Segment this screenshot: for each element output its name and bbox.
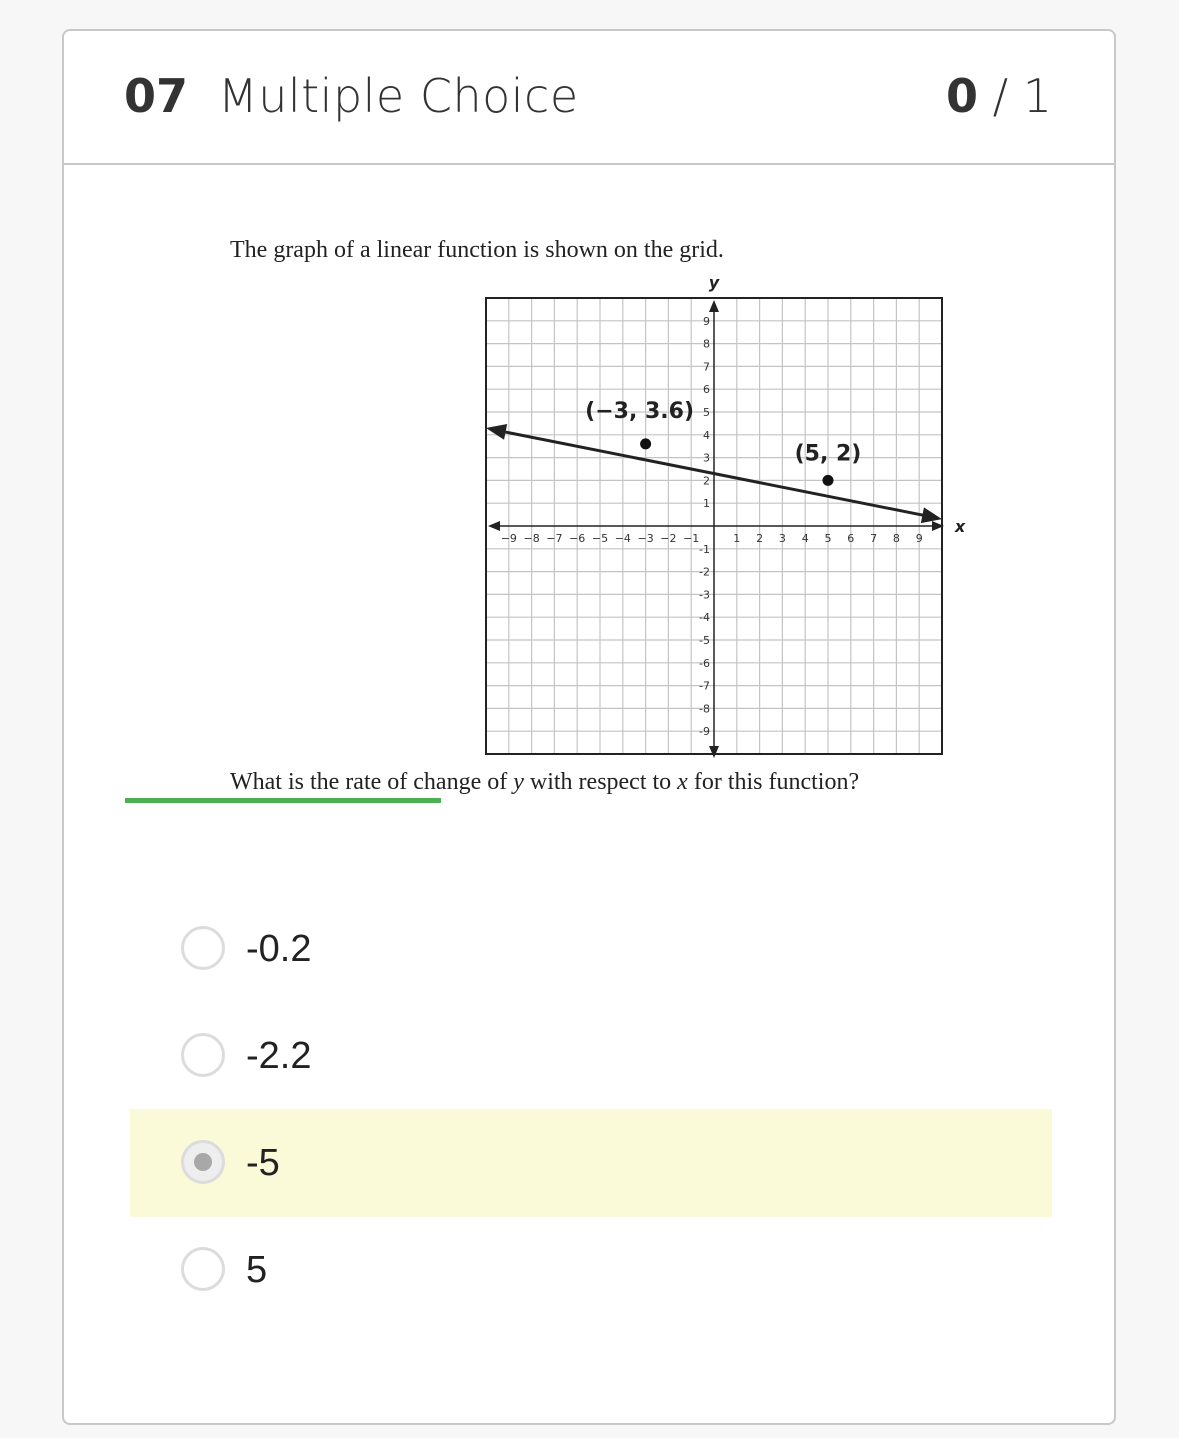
choice-label: 5 (246, 1249, 268, 1291)
progress-underline (125, 798, 441, 803)
question-header (64, 31, 1114, 165)
question-number: 07 (124, 69, 189, 123)
data-point-label: (−3, 3.6) (585, 398, 695, 424)
x-tick-label: −7 (546, 532, 563, 545)
y-tick-label: 9 (703, 314, 710, 328)
score (946, 69, 1052, 123)
choice-label: -5 (246, 1142, 280, 1184)
x-tick-label: 2 (756, 532, 764, 545)
score-total: 1 (1022, 69, 1052, 123)
y-tick-label: -8 (699, 702, 710, 716)
y-tick-label: 3 (703, 451, 710, 465)
x-tick-label: −8 (523, 532, 540, 545)
answer-choice-4[interactable] (130, 1216, 1052, 1324)
y-tick-label: 1 (703, 497, 710, 511)
y-tick-label: -9 (699, 725, 710, 739)
question-card (62, 29, 1116, 1425)
y-tick-label: 6 (703, 383, 710, 397)
x-tick-label: −3 (637, 532, 654, 545)
y-tick-label: -6 (699, 656, 710, 670)
y-tick-label: -1 (699, 542, 710, 556)
y-tick-label: -4 (699, 611, 710, 625)
y-tick-label: -7 (699, 679, 710, 693)
x-tick-label: 8 (892, 532, 900, 545)
radio-dot (194, 1153, 212, 1171)
x-tick-label: −4 (614, 532, 631, 545)
y-axis-label: y (708, 273, 720, 292)
y-tick-label: -3 (699, 588, 710, 602)
y-tick-label: -2 (699, 565, 710, 579)
x-tick-label: −2 (660, 532, 677, 545)
radio-button[interactable] (181, 1247, 225, 1291)
x-tick-label: 5 (824, 532, 832, 545)
radio-button[interactable] (181, 926, 225, 970)
x-axis-label: x (954, 517, 966, 536)
y-tick-label: 7 (703, 360, 710, 374)
var-x: x (677, 769, 688, 795)
y-tick-label: 2 (703, 474, 710, 488)
question-text: What is the rate of change of y with respect to x for this function? (230, 769, 860, 795)
question-type: Multiple Choice (218, 69, 579, 123)
x-tick-label: 9 (915, 532, 923, 545)
x-tick-label: −9 (500, 532, 517, 545)
y-tick-label: 8 (703, 337, 710, 351)
x-tick-label: 1 (733, 532, 741, 545)
x-tick-label: 3 (778, 532, 786, 545)
answer-choice-2[interactable] (130, 1002, 1052, 1110)
choice-label: -0.2 (246, 928, 312, 970)
data-point-label: (5, 2) (794, 441, 862, 467)
answer-choice-3[interactable] (130, 1109, 1052, 1217)
var-y: y (513, 769, 524, 795)
score-separator: / (992, 69, 1009, 123)
score-earned: 0 (945, 69, 978, 123)
x-tick-label: 6 (847, 532, 855, 545)
radio-button[interactable] (181, 1033, 225, 1077)
radio-button-selected[interactable] (181, 1140, 225, 1184)
y-tick-label: 4 (703, 428, 710, 442)
coordinate-graph (464, 271, 964, 761)
x-tick-label: 7 (870, 532, 878, 545)
answer-choice-1[interactable] (130, 895, 1052, 1003)
data-point (823, 475, 834, 486)
y-tick-label: -5 (699, 634, 710, 647)
data-point (640, 438, 651, 449)
choice-label: -2.2 (246, 1035, 312, 1077)
x-tick-label: −1 (683, 532, 700, 545)
question-intro: The graph of a linear function is shown on the grid. (230, 237, 724, 263)
x-tick-label: 4 (801, 532, 809, 545)
y-tick-label: 5 (703, 406, 710, 419)
x-tick-label: −6 (569, 532, 586, 545)
x-tick-label: −5 (591, 532, 609, 545)
